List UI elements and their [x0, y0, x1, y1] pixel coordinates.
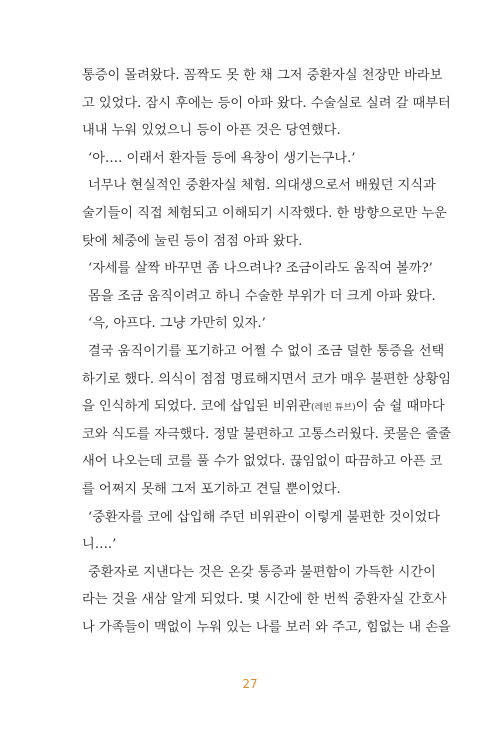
text-line [82, 393, 445, 421]
line-text: 를 어쩌지 못해 그저 포기하고 견딜 뿐이었다. [82, 481, 341, 497]
line-text: 몸을 조금 움직이려고 하니 수술한 부위가 더 크게 아파 왔다. [88, 288, 436, 304]
line-text: 결국 움직이기를 포기하고 어쩔 수 없이 조금 덜한 통증을 선택 [88, 343, 445, 359]
text-line [82, 504, 441, 532]
text-line [82, 531, 434, 559]
line-text: ‘아…. 이래서 환자들 등에 욕창이 생기는구나.’ [88, 150, 356, 166]
line-text: 통증이 몰려왔다. 꼼짝도 못 한 채 그저 중환자실 천장만 바라보 [82, 68, 443, 83]
line-text: 술기들이 직접 체험되고 이해되기 시작했다. 한 방향으로만 누운 [82, 205, 447, 221]
text-line [82, 310, 434, 338]
body-text [82, 62, 451, 641]
line-text: 코와 식도를 자극했다. 정말 불편하고 고통스러웠다. 콧물은 줄줄 [82, 426, 451, 442]
line-text: 내내 누워 있었으니 등이 아픈 것은 당연했다. [82, 123, 341, 139]
line-text: 새어 나오는데 코를 풀 수가 없었다. 끊임없이 따끔하고 아픈 코 [82, 454, 443, 470]
line-text: 중환자로 지낸다는 것은 온갖 통증과 불편함이 가득한 시간이 [88, 564, 436, 580]
line-text: 니….’ [82, 537, 117, 553]
line-text: 너무나 현실적인 중환자실 체험. 의대생으로서 배웠던 지식과 [88, 178, 436, 194]
page-number: 27 [242, 677, 258, 691]
text-line [82, 145, 434, 173]
text-line [82, 228, 434, 256]
text-line [82, 338, 445, 366]
line-text: 나 가족들이 맥없이 누워 있는 나를 보러 와 주고, 힘없는 내 손을 [82, 619, 451, 635]
text-line [82, 421, 451, 449]
text-line [82, 366, 451, 394]
inline-annotation: (레빈 튜브) [310, 403, 356, 414]
text-line [82, 283, 434, 311]
text-line [82, 586, 447, 614]
line-text: 탓에 체중에 눌린 등이 점점 아파 왔다. [82, 233, 303, 249]
text-line [82, 117, 434, 145]
line-text: 하기로 했다. 의식이 점점 명료해지면서 코가 매우 불편한 상황임 [82, 371, 451, 387]
line-text: 라는 것을 새삼 알게 되었다. 몇 시간에 한 번씩 중환자실 간호사 [82, 592, 447, 608]
line-text-continued: 이 숨 쉴 때마다 [355, 399, 445, 415]
line-text: 고 있었다. 잠시 후에는 등이 아파 왔다. 수술실로 실려 갈 때부터 [82, 95, 451, 111]
text-line [82, 200, 447, 228]
text-line [82, 476, 434, 504]
text-line [82, 90, 451, 118]
line-text: ‘윽, 아프다. 그냥 가만히 있자.’ [88, 316, 266, 332]
text-line [82, 255, 434, 283]
line-text: 을 인식하게 되었다. 코에 삽입된 비위관 [82, 399, 311, 415]
line-text: ‘중환자를 코에 삽입해 주던 비위관이 이렇게 불편한 것이었다 [88, 509, 441, 525]
text-line [82, 559, 434, 587]
text-line [82, 614, 451, 642]
line-text: ‘자세를 살짝 바꾸면 좀 나으려나? 조금이라도 움직여 볼까?’ [88, 261, 433, 277]
text-line [82, 448, 443, 476]
text-line [82, 172, 434, 200]
text-line [82, 62, 443, 90]
